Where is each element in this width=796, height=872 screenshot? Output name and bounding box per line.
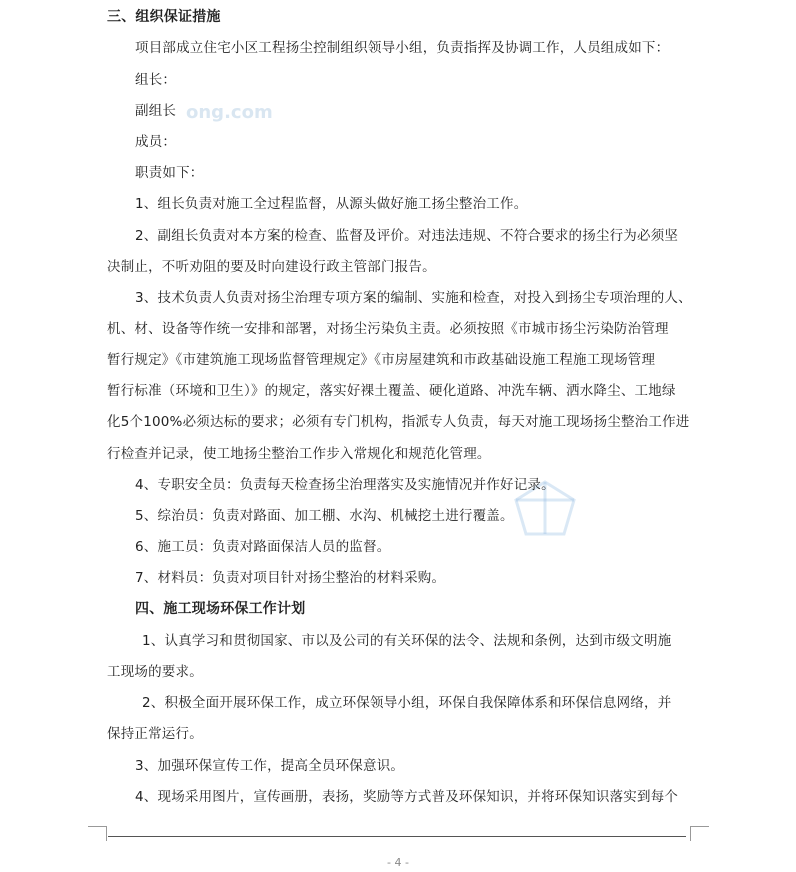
paragraph-line: 7、材料员：负责对项目针对扬尘整治的材料采购。 — [135, 570, 446, 586]
watermark-text: ong.com — [186, 102, 273, 123]
paragraph-line: 组长： — [135, 72, 177, 88]
paragraph-line: 6、施工员：负责对路面保洁人员的监督。 — [135, 539, 391, 555]
paragraph-line: 保持正常运行。 — [107, 726, 203, 742]
paragraph-line: 化5个100%必须达标的要求；必须有专门机构，指派专人负责，每天对施工现场扬尘整治工作进 — [107, 414, 690, 430]
paragraph-line: 5、综治员：负责对路面、加工棚、水沟、机械挖土进行覆盖。 — [135, 508, 514, 524]
paragraph-line: 4、现场采用图片，宣传画册，表扬，奖励等方式普及环保知识，并将环保知识落实到每个 — [135, 789, 679, 805]
page-number: - 4 - — [387, 856, 409, 869]
section-heading-3: 三、组织保证措施 — [107, 9, 221, 25]
paragraph-line: 暂行标准（环境和卫生）》的规定，落实好裸土覆盖、硬化道路、冲洗车辆、洒水降尘、工地绿 — [107, 383, 676, 399]
paragraph-line: 3、加强环保宣传工作，提高全员环保意识。 — [135, 758, 405, 774]
paragraph-line: 决制止，不听劝阻的要及时向建设行政主管部门报告。 — [107, 259, 436, 275]
paragraph-line: 1、组长负责对施工全过程监督，从源头做好施工扬尘整治工作。 — [135, 196, 528, 212]
page-corner-mark — [690, 826, 709, 841]
section-heading-4: 四、施工现场环保工作计划 — [135, 601, 306, 617]
paragraph-line: 2、积极全面开展环保工作，成立环保领导小组，环保自我保障体系和环保信息网络，并 — [142, 695, 672, 711]
paragraph-line: 4、专职安全员：负责每天检查扬尘治理落实及实施情况并作好记录。 — [135, 477, 555, 493]
paragraph-line: 副组长 — [135, 103, 177, 119]
paragraph-line: 机、材、设备等作统一安排和部署，对扬尘污染负主责。必须按照《市城市扬尘污染防治管理 — [107, 321, 669, 337]
paragraph-line: 工现场的要求。 — [107, 664, 203, 680]
paragraph-line: 成员： — [135, 134, 177, 150]
paragraph-line: 3、技术负责人负责对扬尘治理专项方案的编制、实施和检查，对投入到扬尘专项治理的人、 — [135, 290, 692, 306]
page-corner-mark — [88, 826, 107, 841]
paragraph-line: 项目部成立住宅小区工程扬尘控制组织领导小组，负责指挥及协调工作，人员组成如下： — [135, 40, 670, 56]
paragraph-line: 暂行规定》《市建筑施工现场监督管理规定》《市房屋建筑和市政基础设施工程施工现场管理 — [107, 352, 656, 368]
paragraph-line: 职责如下： — [135, 165, 204, 181]
footer-rule — [108, 836, 686, 837]
paragraph-line: 1、认真学习和贯彻国家、市以及公司的有关环保的法令、法规和条例，达到市级文明施 — [142, 633, 672, 649]
paragraph-line: 2、副组长负责对本方案的检查、监督及评价。对违法违规、不符合要求的扬尘行为必须坚 — [135, 228, 679, 244]
paragraph-line: 行检查并记录，使工地扬尘整治工作步入常规化和规范化管理。 — [107, 446, 491, 462]
